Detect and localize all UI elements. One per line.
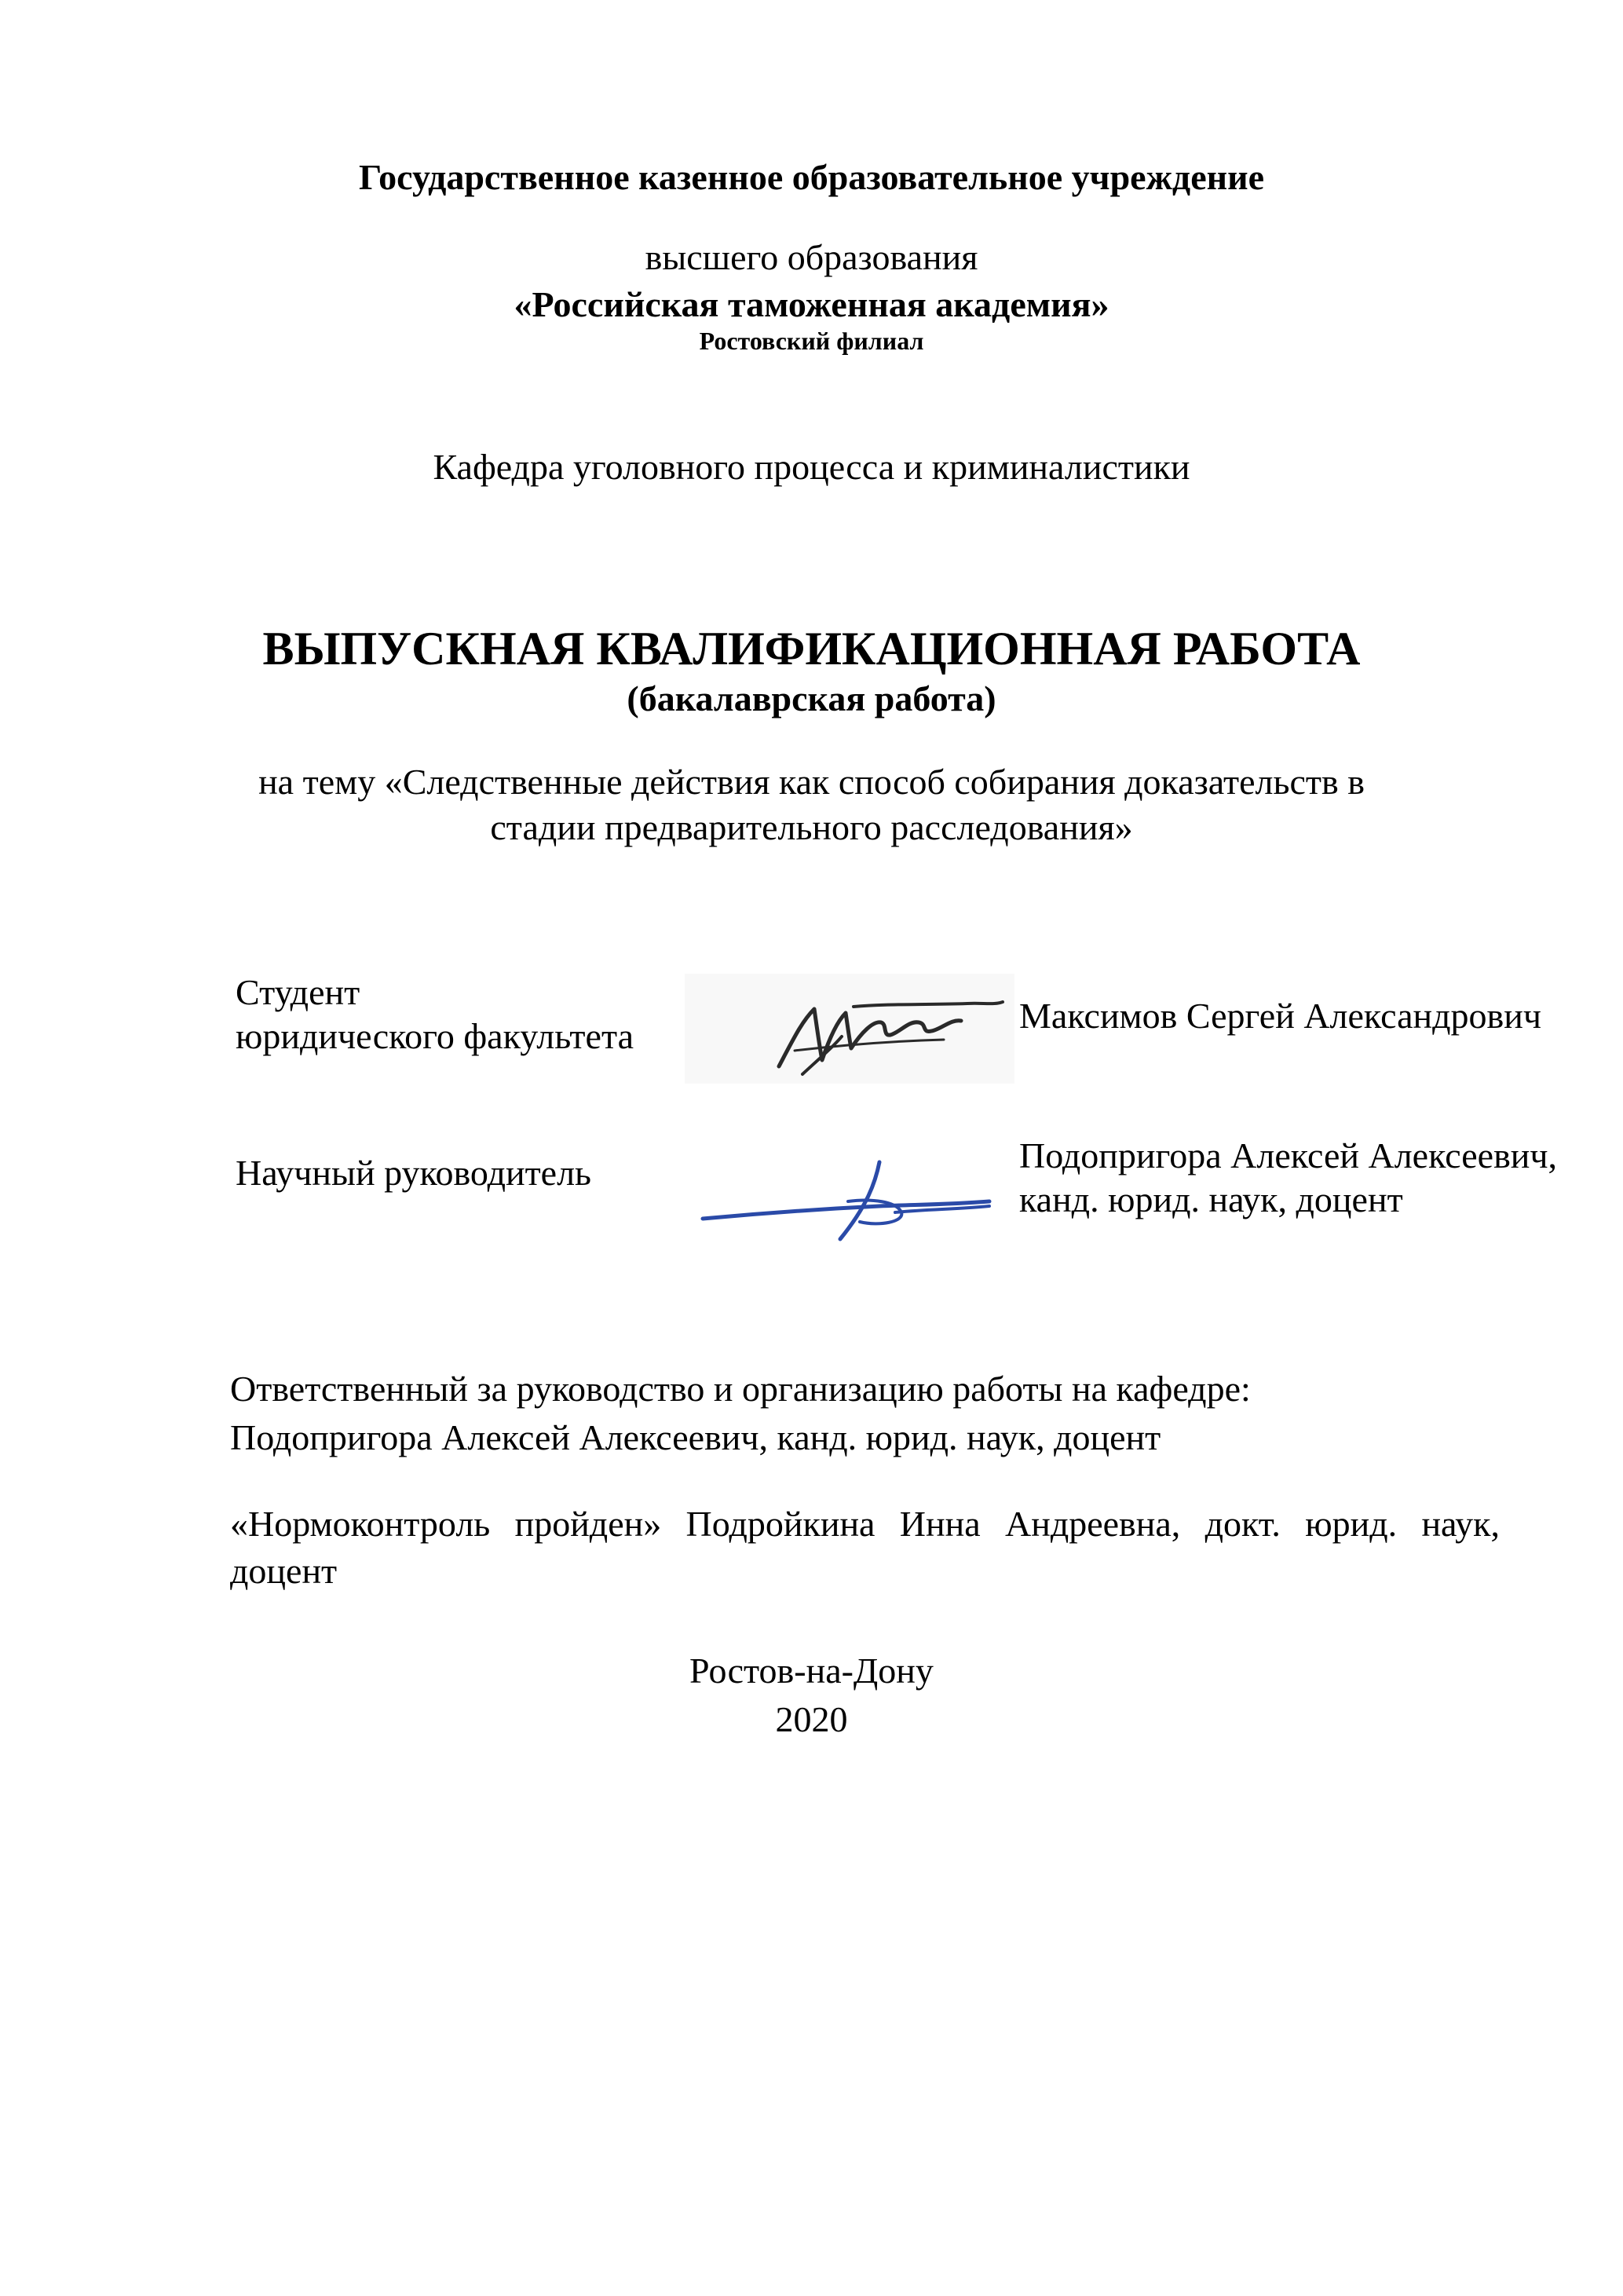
institution-type: Государственное казенное образовательное учреждение [358, 157, 1265, 197]
department-name: Кафедра уголовного процесса и криминалистики [433, 447, 1190, 487]
work-subtitle: (бакалаврская работа) [627, 678, 996, 718]
work-title: ВЫПУСКНАЯ КВАЛИФИКАЦИОННАЯ РАБОТА [262, 623, 1361, 675]
normcontrol-line1: «Нормоконтроль пройден» Подройкина Инна Андреевна, докт. юрид. наук, [230, 1504, 1500, 1544]
work-topic-line2: стадии предварительного расследования» [490, 807, 1133, 847]
institution-name: «Российская таможенная академия» [514, 284, 1109, 324]
supervisor-label: Научный руководитель [236, 1153, 592, 1193]
supervisor-degree: канд. юрид. наук, доцент [1019, 1179, 1403, 1219]
responsible-line2: Подопригора Алексей Алексеевич, канд. юрид. наук, доцент [230, 1417, 1161, 1457]
supervisor-signature-scribble [691, 1146, 1005, 1249]
year: 2020 [775, 1699, 848, 1739]
institution-level: высшего образования [645, 237, 978, 277]
supervisor-name: Подопригора Алексей Алексеевич, [1019, 1135, 1558, 1175]
supervisor-signature [691, 1146, 1005, 1249]
work-topic-line1: на тему «Следственные действия как способ собирания доказательств в [258, 762, 1365, 802]
city: Ростов-на-Дону [689, 1651, 934, 1691]
normcontrol-line2: доцент [230, 1551, 338, 1591]
student-signature [685, 974, 1014, 1084]
student-name: Максимов Сергей Александрович [1019, 996, 1542, 1036]
branch-name: Ростовский филиал [699, 327, 924, 355]
responsible-line1: Ответственный за руководство и организацию работы на кафедре: [230, 1369, 1251, 1409]
student-faculty-label: юридического факультета [236, 1016, 634, 1056]
student-signature-scribble [685, 974, 1014, 1084]
student-label: Студент [236, 972, 360, 1012]
